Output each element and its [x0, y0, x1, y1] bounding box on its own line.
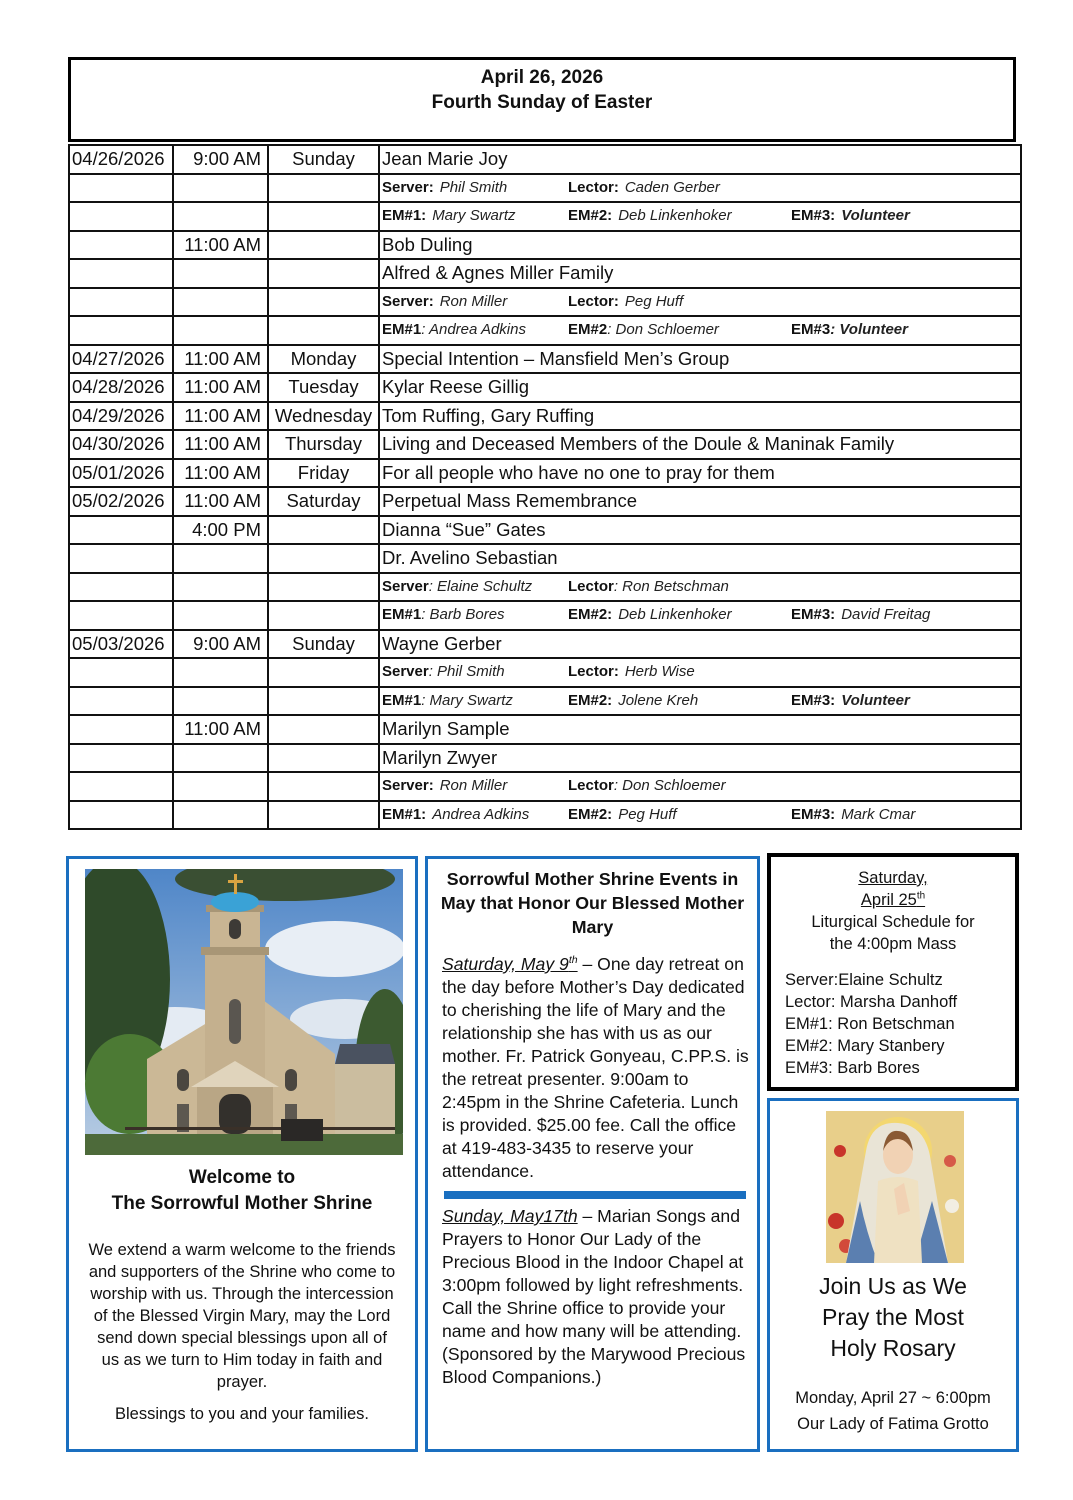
ministry-slot: [568, 176, 791, 200]
rosary-invitation: [770, 1271, 1016, 1364]
ministry-row: [69, 202, 1021, 231]
mass-date: [69, 772, 173, 801]
ministry-slot: [568, 290, 791, 314]
ministry-role-person: Caden Gerber: [624, 178, 720, 196]
rosary-details: [770, 1385, 1016, 1437]
mass-time: [173, 202, 268, 231]
ministry-slot: [568, 689, 791, 713]
mass-day: Thursday: [268, 430, 379, 459]
ministry-role-person: Mark Cmar: [841, 805, 916, 823]
mass-time: [173, 316, 268, 345]
ministry-role-person: : Volunteer: [830, 321, 908, 339]
mass-intention: Special Intention – Mansfield Men’s Group: [379, 345, 1021, 374]
ministry-role-person: Herb Wise: [624, 663, 695, 681]
saturday-heading-date: April 25th: [860, 890, 926, 909]
ministry-role-label: EM#1: [382, 321, 422, 339]
ministry-role-label: EM#1: [382, 606, 422, 624]
ministry-role-person: Peg Huff: [624, 292, 684, 310]
saturday-role: Server:Elaine Schultz: [785, 971, 943, 989]
saturday-heading-day: Saturday,: [858, 869, 928, 887]
mass-day: Wednesday: [268, 402, 379, 431]
event-marian-songs: [442, 1205, 752, 1343]
mass-time: [173, 801, 268, 830]
mass-intention: Alfred & Agnes Miller Family: [379, 259, 1021, 288]
schedule-row: [69, 630, 1021, 659]
ministry-slot: [791, 318, 991, 342]
event-retreat-text: – One day retreat on the day before Mother’s Day dedicated to cherishing the life of Mary and the relationship she has with us as our mother. Fr. Patrick Gonyeau, C.PP.S. is the retreat presenter. 9:00am to 2:45pm in the Shrine Cafeteria. Lunch is provided. $25.00 fee. Call the office at 419-483-3435 to reserve your attendance.: [442, 954, 749, 1181]
mass-date: [69, 174, 173, 203]
ministry-role-person: Volunteer: [841, 207, 910, 225]
mass-intention: Wayne Gerber: [379, 630, 1021, 659]
ministry-assignments: [379, 288, 1021, 317]
ministry-slot: [791, 803, 991, 827]
mass-day: [268, 544, 379, 573]
ministry-role-person: Ron Miller: [439, 292, 508, 310]
mass-intention: Dr. Avelino Sebastian: [379, 544, 1021, 573]
ministry-role-person: Peg Huff: [618, 805, 677, 823]
mass-date: [69, 658, 173, 687]
mass-time: [173, 772, 268, 801]
mass-day: [268, 516, 379, 545]
ministry-row: [69, 174, 1021, 203]
ministry-role-label: EM#2:: [568, 207, 613, 225]
mass-date: 04/27/2026: [69, 345, 173, 374]
mass-date: 05/03/2026: [69, 630, 173, 659]
ministry-role-label: EM#3: [791, 321, 831, 339]
mass-date: 04/29/2026: [69, 402, 173, 431]
ministry-role-label: Server:: [382, 292, 434, 310]
ministry-row: [69, 801, 1021, 830]
ministry-slot: [382, 290, 568, 314]
mass-intention: For all people who have no one to pray for them: [379, 459, 1021, 488]
ministry-slot: [382, 176, 568, 200]
schedule-row: [69, 459, 1021, 488]
schedule-row: [69, 345, 1021, 374]
mass-day: [268, 744, 379, 773]
ministry-assignments: [379, 801, 1021, 830]
mass-intention: Marilyn Sample: [379, 715, 1021, 744]
saturday-schedule-box: [767, 853, 1019, 1091]
schedule-row: [69, 430, 1021, 459]
mass-intention: Tom Ruffing, Gary Ruffing: [379, 402, 1021, 431]
mass-time: [173, 573, 268, 602]
rosary-line2: Pray the Most: [822, 1304, 964, 1330]
ministry-role-label: Server:: [382, 777, 434, 795]
mass-date: [69, 573, 173, 602]
may-events-box: [425, 856, 760, 1452]
ministry-role-label: EM#1:: [382, 805, 427, 823]
mass-day: Saturday: [268, 487, 379, 516]
mass-time: 9:00 AM: [173, 630, 268, 659]
ministry-role-person: : Barb Bores: [421, 606, 505, 624]
event-marian-songs-text: – Marian Songs and Prayers to Honor Our Lady of the Precious Blood in the Indoor Chapel at 3:00pm followed by light refreshments. Call the Shrine office to provide your name and how many will be attending.: [442, 1206, 744, 1341]
saturday-role: Lector: Marsha Danhoff: [785, 993, 958, 1011]
mass-day: [268, 231, 379, 260]
mass-time: 11:00 AM: [173, 430, 268, 459]
ministry-role-person: : Don Schloemer: [607, 321, 719, 339]
ministry-role-person: : Ron Betschman: [613, 577, 729, 595]
mass-date: 04/28/2026: [69, 373, 173, 402]
mass-time: 11:00 AM: [173, 345, 268, 374]
header-date: April 26, 2026: [480, 67, 604, 88]
ministry-role-person: Ron Miller: [439, 777, 508, 795]
mass-date: [69, 516, 173, 545]
saturday-roles: [785, 969, 1015, 1079]
ministry-role-label: EM#2:: [568, 805, 613, 823]
mass-date: 04/26/2026: [69, 145, 173, 174]
rosary-box: [767, 1098, 1019, 1452]
ministry-role-label: EM#2:: [568, 691, 613, 709]
schedule-row: [69, 744, 1021, 773]
ministry-role-person: Deb Linkenhoker: [618, 207, 732, 225]
welcome-closing: Blessings to you and your families.: [114, 1405, 370, 1423]
ministry-role-person: Volunteer: [841, 691, 910, 709]
mass-time: 11:00 AM: [173, 715, 268, 744]
ministry-assignments: [379, 316, 1021, 345]
ministry-row: [69, 573, 1021, 602]
mass-date: [69, 687, 173, 716]
ministry-role-person: : Andrea Adkins: [421, 321, 526, 339]
mass-day: [268, 573, 379, 602]
mass-intention: Marilyn Zwyer: [379, 744, 1021, 773]
schedule-row: [69, 487, 1021, 516]
welcome-title-line2: The Sorrowful Mother Shrine: [111, 1193, 373, 1214]
mass-time: 11:00 AM: [173, 402, 268, 431]
rosary-when: Monday, April 27 ~ 6:00pm: [795, 1389, 991, 1407]
mass-intention: Bob Duling: [379, 231, 1021, 260]
blessed-mother-image: [826, 1111, 964, 1263]
saturday-role: EM#2: Mary Stanbery: [785, 1037, 945, 1055]
mass-intention: Jean Marie Joy: [379, 145, 1021, 174]
saturday-subtitle-2: the 4:00pm Mass: [829, 935, 957, 953]
mass-day: [268, 316, 379, 345]
mass-time: [173, 288, 268, 317]
mass-date: [69, 544, 173, 573]
ministry-assignments: [379, 601, 1021, 630]
ministry-role-person: : Phil Smith: [428, 663, 505, 681]
mass-day: [268, 601, 379, 630]
ministry-row: [69, 687, 1021, 716]
ministry-role-label: EM#2: [568, 321, 608, 339]
ministry-assignments: [379, 658, 1021, 687]
mass-date: 05/01/2026: [69, 459, 173, 488]
ministry-assignments: [379, 687, 1021, 716]
mass-date: [69, 601, 173, 630]
schedule-row: [69, 544, 1021, 573]
ministry-row: [69, 658, 1021, 687]
mass-intention: Living and Deceased Members of the Doule & Maninak Family: [379, 430, 1021, 459]
mass-day: [268, 174, 379, 203]
mass-time: 11:00 AM: [173, 459, 268, 488]
ministry-slot: [791, 603, 991, 627]
mass-day: [268, 772, 379, 801]
ministry-slot: [382, 318, 568, 342]
mass-time: [173, 544, 268, 573]
mass-time: 4:00 PM: [173, 516, 268, 545]
ministry-role-person: : Mary Swartz: [421, 691, 513, 709]
event-retreat-date: Saturday, May 9th: [442, 954, 578, 974]
mass-intention: Perpetual Mass Remembrance: [379, 487, 1021, 516]
ministry-slot: [568, 575, 791, 599]
ministry-role-person: Andrea Adkins: [432, 805, 530, 823]
ministry-role-label: Lector:: [568, 292, 619, 310]
ministry-role-person: : Don Schloemer: [613, 777, 726, 795]
mass-time: 11:00 AM: [173, 231, 268, 260]
ministry-role-person: Mary Swartz: [432, 207, 516, 225]
mass-time: [173, 658, 268, 687]
ministry-slot: [568, 660, 791, 684]
mass-day: Friday: [268, 459, 379, 488]
ministry-role-label: Lector:: [568, 663, 619, 681]
ministry-role-label: Server: [382, 577, 429, 595]
mass-time: [173, 174, 268, 203]
ministry-role-label: Server: [382, 663, 429, 681]
mass-time: [173, 259, 268, 288]
mass-intention: Kylar Reese Gillig: [379, 373, 1021, 402]
ministry-row: [69, 601, 1021, 630]
ministry-role-label: EM#1:: [382, 207, 427, 225]
mass-day: [268, 801, 379, 830]
schedule-row: [69, 373, 1021, 402]
ministry-slot: [382, 603, 568, 627]
mass-day: Sunday: [268, 145, 379, 174]
ministry-slot: [791, 689, 991, 713]
ministry-slot: [382, 689, 568, 713]
mass-time: [173, 687, 268, 716]
schedule-row: [69, 231, 1021, 260]
saturday-role: EM#1: Ron Betschman: [785, 1015, 955, 1033]
ministry-assignments: [379, 202, 1021, 231]
ministry-role-label: Server:: [382, 178, 434, 196]
mass-day: [268, 687, 379, 716]
ministry-role-label: EM#3:: [791, 207, 836, 225]
mass-day: [268, 202, 379, 231]
ministry-role-label: EM#1: [382, 691, 422, 709]
ministry-role-label: Lector: [568, 577, 614, 595]
bulletin-header: [68, 57, 1016, 142]
rosary-line3: Holy Rosary: [830, 1335, 956, 1361]
ministry-role-label: EM#3:: [791, 805, 836, 823]
schedule-row: [69, 715, 1021, 744]
section-divider: [444, 1191, 746, 1199]
ministry-slot: [382, 204, 568, 228]
ministry-role-person: Phil Smith: [439, 178, 508, 196]
welcome-title-line1: Welcome to: [188, 1167, 296, 1188]
ministry-slot: [568, 774, 791, 798]
mass-date: 05/02/2026: [69, 487, 173, 516]
saturday-role: EM#3: Barb Bores: [785, 1059, 920, 1077]
event-marian-songs-date: Sunday, May17th: [442, 1206, 578, 1226]
schedule-row: [69, 259, 1021, 288]
mass-date: [69, 744, 173, 773]
event-sponsor: (Sponsored by the Marywood Precious Blood Companions.): [442, 1344, 746, 1387]
ministry-row: [69, 288, 1021, 317]
mass-day: [268, 658, 379, 687]
schedule-row: [69, 402, 1021, 431]
ministry-assignments: [379, 174, 1021, 203]
mass-intention: Dianna “Sue” Gates: [379, 516, 1021, 545]
welcome-body: We extend a warm welcome to the friends and supporters of the Shrine who come to worship with us. Through the intercession of the Blessed Virgin Mary, may the Lord send down special blessings upon all of us as we turn to Him today in faith and prayer.: [88, 1241, 396, 1391]
ministry-role-person: Jolene Kreh: [618, 691, 699, 709]
mass-date: [69, 715, 173, 744]
mass-date: [69, 231, 173, 260]
ministry-slot: [791, 204, 991, 228]
mass-time: [173, 744, 268, 773]
header-occasion: Fourth Sunday of Easter: [431, 92, 653, 113]
events-title: Sorrowful Mother Shrine Events in May that Honor Our Blessed Mother Mary: [440, 869, 745, 937]
ministry-role-person: : Elaine Schultz: [428, 577, 533, 595]
mass-day: [268, 288, 379, 317]
rosary-line1: Join Us as We: [819, 1273, 967, 1299]
mass-date: [69, 288, 173, 317]
ministry-slot: [568, 318, 791, 342]
ministry-role-label: EM#3:: [791, 691, 836, 709]
mass-time: 9:00 AM: [173, 145, 268, 174]
mass-day: Tuesday: [268, 373, 379, 402]
ministry-role-label: Lector:: [568, 178, 619, 196]
ministry-slot: [568, 603, 791, 627]
ministry-row: [69, 316, 1021, 345]
mass-time: 11:00 AM: [173, 487, 268, 516]
schedule-row: [69, 516, 1021, 545]
welcome-title: [69, 1165, 415, 1217]
ministry-role-label: Lector: [568, 777, 614, 795]
ministry-slot: [382, 660, 568, 684]
mass-time: 11:00 AM: [173, 373, 268, 402]
mass-day: Sunday: [268, 630, 379, 659]
ministry-assignments: [379, 573, 1021, 602]
ministry-slot: [382, 803, 568, 827]
mass-date: [69, 801, 173, 830]
ministry-role-label: EM#3:: [791, 606, 836, 624]
ministry-row: [69, 772, 1021, 801]
ministry-role-person: David Freitag: [841, 606, 931, 624]
mass-schedule-table: [68, 144, 1022, 830]
rosary-where: Our Lady of Fatima Grotto: [797, 1415, 989, 1433]
mass-day: Monday: [268, 345, 379, 374]
ministry-assignments: [379, 772, 1021, 801]
saturday-subtitle-1: Liturgical Schedule for: [811, 913, 975, 931]
ministry-slot: [382, 774, 568, 798]
mass-day: [268, 259, 379, 288]
ministry-slot: [568, 803, 791, 827]
ministry-role-label: EM#2:: [568, 606, 613, 624]
mass-date: 04/30/2026: [69, 430, 173, 459]
event-retreat: [442, 953, 752, 1183]
mass-time: [173, 601, 268, 630]
church-photo: [85, 869, 403, 1155]
mass-date: [69, 202, 173, 231]
mass-day: [268, 715, 379, 744]
mass-date: [69, 316, 173, 345]
mass-date: [69, 259, 173, 288]
ministry-role-person: Deb Linkenhoker: [618, 606, 732, 624]
schedule-row: [69, 145, 1021, 174]
ministry-slot: [382, 575, 568, 599]
welcome-box: [66, 856, 418, 1452]
ministry-slot: [568, 204, 791, 228]
